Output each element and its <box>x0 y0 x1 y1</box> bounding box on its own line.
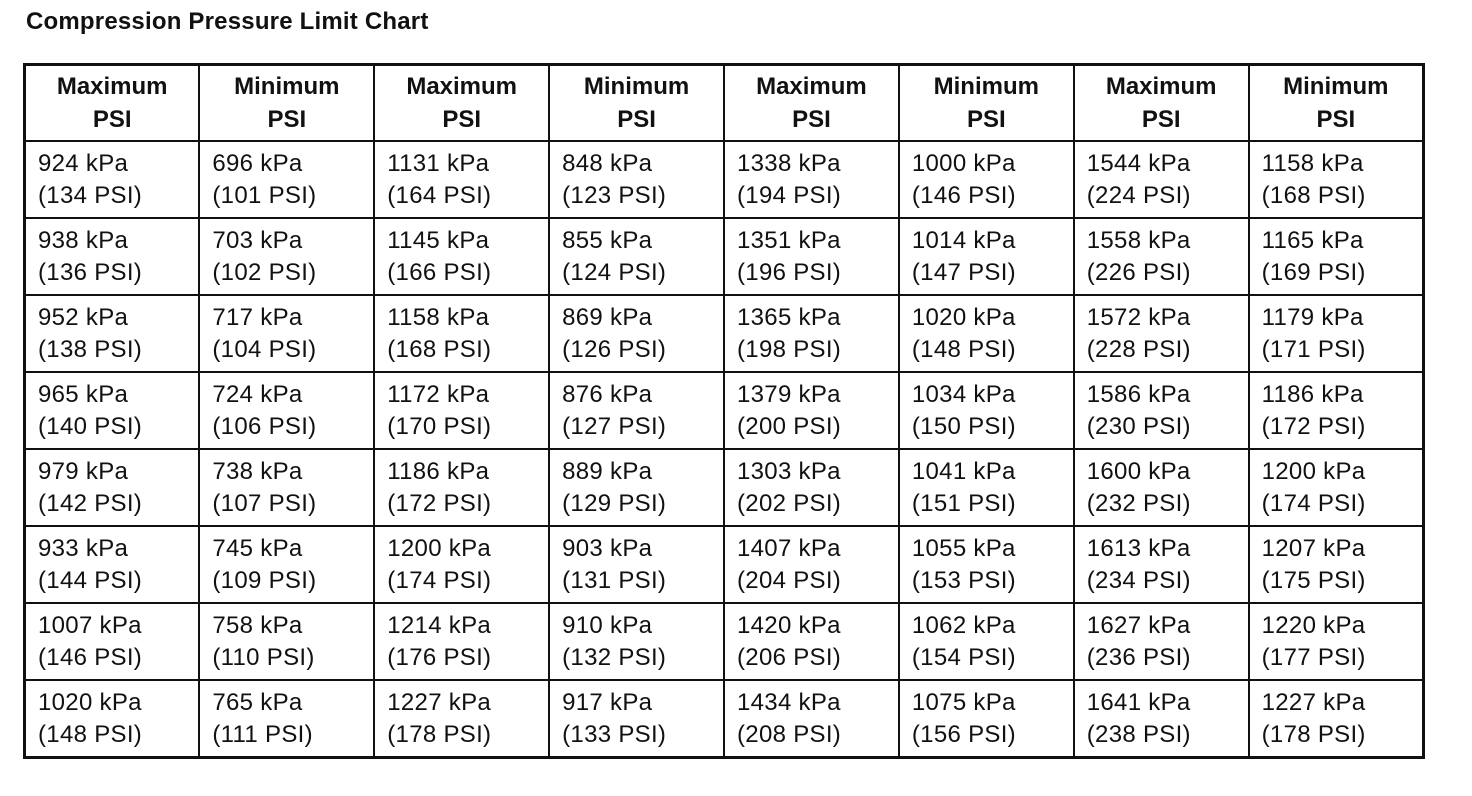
psi-value: (166 PSI) <box>387 258 492 286</box>
kpa-value: 876 kPa <box>562 380 653 408</box>
psi-value: (226 PSI) <box>1086 258 1191 286</box>
kpa-value: 1379 kPa <box>737 380 841 408</box>
kpa-value: 724 kPa <box>212 380 303 408</box>
column-header-line2: PSI <box>442 106 482 133</box>
table-row <box>25 603 1424 680</box>
psi-value: (101 PSI) <box>212 181 317 209</box>
table-cell <box>1074 372 1249 449</box>
column-header-min-3 <box>899 65 1074 142</box>
kpa-value: 1641 kPa <box>1086 688 1191 716</box>
kpa-value: 1186 kPa <box>1261 380 1364 408</box>
table-cell <box>1249 295 1424 372</box>
psi-value: (238 PSI) <box>1086 720 1191 748</box>
kpa-value: 855 kPa <box>562 226 653 254</box>
table-cell <box>549 449 724 526</box>
header-row <box>25 65 1424 142</box>
table-cell <box>374 372 549 449</box>
column-header-line1: Minimum <box>234 73 340 100</box>
psi-value: (200 PSI) <box>737 412 842 440</box>
column-header-line2: PSI <box>617 106 656 133</box>
kpa-value: 1145 kPa <box>387 226 490 254</box>
table-cell <box>25 372 200 449</box>
column-header-line2: PSI <box>267 106 307 133</box>
table-cell <box>1249 526 1424 603</box>
psi-value: (104 PSI) <box>212 335 317 363</box>
table-cell <box>549 141 724 218</box>
table-cell <box>724 680 899 758</box>
table-row <box>25 526 1424 603</box>
psi-value: (228 PSI) <box>1086 335 1191 363</box>
kpa-value: 1600 kPa <box>1086 457 1191 485</box>
table-cell <box>724 218 899 295</box>
kpa-value: 1000 kPa <box>911 149 1016 177</box>
psi-value: (194 PSI) <box>737 181 842 209</box>
table-cell <box>25 218 200 295</box>
column-header-line1: Maximum <box>406 73 518 100</box>
psi-value: (110 PSI) <box>212 643 315 671</box>
kpa-value: 869 kPa <box>562 303 653 331</box>
kpa-value: 952 kPa <box>38 303 129 331</box>
kpa-value: 1075 kPa <box>911 688 1016 716</box>
kpa-value: 903 kPa <box>562 534 653 562</box>
table-cell <box>374 680 549 758</box>
table-cell <box>899 295 1074 372</box>
table-cell <box>1249 372 1424 449</box>
table-cell <box>199 449 374 526</box>
table-row <box>25 218 1424 295</box>
kpa-value: 1227 kPa <box>387 688 492 716</box>
column-header-max-3 <box>724 65 899 142</box>
kpa-value: 1407 kPa <box>737 534 841 562</box>
table-cell <box>199 295 374 372</box>
psi-value: (132 PSI) <box>562 643 667 671</box>
psi-value: (168 PSI) <box>1261 181 1366 209</box>
table-cell <box>1074 526 1249 603</box>
kpa-value: 965 kPa <box>38 380 129 408</box>
table-cell <box>724 372 899 449</box>
table-cell <box>199 603 374 680</box>
table-cell <box>899 603 1074 680</box>
table-cell <box>25 141 200 218</box>
psi-value: (136 PSI) <box>38 258 143 286</box>
kpa-value: 1158 kPa <box>387 303 490 331</box>
psi-value: (106 PSI) <box>212 412 317 440</box>
table-cell <box>1249 449 1424 526</box>
psi-value: (146 PSI) <box>38 643 143 671</box>
psi-value: (144 PSI) <box>38 566 143 594</box>
kpa-value: 1586 kPa <box>1086 380 1191 408</box>
kpa-value: 745 kPa <box>212 534 303 562</box>
psi-value: (131 PSI) <box>562 566 667 594</box>
table-cell <box>549 680 724 758</box>
kpa-value: 848 kPa <box>562 149 653 177</box>
table-cell <box>549 372 724 449</box>
psi-value: (204 PSI) <box>737 566 842 594</box>
kpa-value: 1200 kPa <box>1261 457 1366 485</box>
psi-value: (175 PSI) <box>1261 566 1366 594</box>
psi-value: (174 PSI) <box>1261 489 1366 517</box>
table-cell <box>199 141 374 218</box>
column-header-max-1 <box>25 65 200 142</box>
psi-value: (164 PSI) <box>387 181 492 209</box>
kpa-value: 1351 kPa <box>737 226 841 254</box>
kpa-value: 758 kPa <box>212 611 303 639</box>
kpa-value: 1303 kPa <box>737 457 841 485</box>
kpa-value: 1220 kPa <box>1261 611 1366 639</box>
psi-value: (174 PSI) <box>387 566 492 594</box>
table-cell <box>724 141 899 218</box>
kpa-value: 938 kPa <box>38 226 129 254</box>
table-cell <box>374 218 549 295</box>
psi-value: (202 PSI) <box>737 489 842 517</box>
table-cell <box>25 526 200 603</box>
psi-value: (206 PSI) <box>737 643 842 671</box>
compression-pressure-table <box>23 63 1425 759</box>
psi-value: (176 PSI) <box>387 643 492 671</box>
table-cell <box>724 295 899 372</box>
psi-value: (172 PSI) <box>387 489 492 517</box>
psi-value: (127 PSI) <box>562 412 667 440</box>
table-cell <box>549 526 724 603</box>
psi-value: (146 PSI) <box>911 181 1016 209</box>
psi-value: (170 PSI) <box>387 412 492 440</box>
column-header-min-1 <box>199 65 374 142</box>
psi-value: (172 PSI) <box>1261 412 1366 440</box>
table-cell <box>549 603 724 680</box>
psi-value: (232 PSI) <box>1086 489 1191 517</box>
psi-value: (148 PSI) <box>911 335 1016 363</box>
column-header-line1: Maximum <box>56 73 168 100</box>
table-cell <box>374 295 549 372</box>
column-header-line1: Maximum <box>756 73 867 100</box>
psi-value: (123 PSI) <box>562 181 667 209</box>
kpa-value: 1055 kPa <box>911 534 1016 562</box>
table-cell <box>25 680 200 758</box>
kpa-value: 765 kPa <box>212 688 303 716</box>
table-row <box>25 295 1424 372</box>
psi-value: (134 PSI) <box>38 181 143 209</box>
page-title: Compression Pressure Limit Chart <box>26 8 429 35</box>
table-cell <box>899 372 1074 449</box>
kpa-value: 1041 kPa <box>911 457 1016 485</box>
table-cell <box>1074 295 1249 372</box>
kpa-value: 1007 kPa <box>38 611 142 639</box>
table-cell <box>1249 141 1424 218</box>
kpa-value: 696 kPa <box>212 149 303 177</box>
table-cell <box>374 141 549 218</box>
psi-value: (230 PSI) <box>1086 412 1191 440</box>
psi-value: (107 PSI) <box>212 489 317 517</box>
table-cell <box>899 449 1074 526</box>
kpa-value: 738 kPa <box>212 457 303 485</box>
table-cell <box>1074 218 1249 295</box>
kpa-value: 1544 kPa <box>1086 149 1191 177</box>
table-cell <box>1074 680 1249 758</box>
kpa-value: 1020 kPa <box>911 303 1016 331</box>
table-row <box>25 449 1424 526</box>
psi-value: (111 PSI) <box>212 720 313 748</box>
kpa-value: 1200 kPa <box>387 534 492 562</box>
column-header-line1: Minimum <box>583 73 690 100</box>
column-header-line2: PSI <box>92 106 132 133</box>
table-body <box>25 141 1424 758</box>
psi-value: (129 PSI) <box>562 489 667 517</box>
table-cell <box>1074 449 1249 526</box>
column-header-line2: PSI <box>792 106 831 133</box>
psi-value: (124 PSI) <box>562 258 667 286</box>
kpa-value: 1186 kPa <box>387 457 490 485</box>
psi-value: (178 PSI) <box>1261 720 1366 748</box>
kpa-value: 1227 kPa <box>1261 688 1366 716</box>
kpa-value: 1627 kPa <box>1086 611 1191 639</box>
kpa-value: 889 kPa <box>562 457 653 485</box>
table-cell <box>199 680 374 758</box>
table-cell <box>199 372 374 449</box>
psi-value: (169 PSI) <box>1261 258 1366 286</box>
psi-value: (138 PSI) <box>38 335 143 363</box>
psi-value: (109 PSI) <box>212 566 317 594</box>
kpa-value: 717 kPa <box>212 303 303 331</box>
table-cell <box>374 526 549 603</box>
column-header-line2: PSI <box>966 106 1006 133</box>
kpa-value: 910 kPa <box>562 611 653 639</box>
kpa-value: 1172 kPa <box>387 380 490 408</box>
psi-value: (126 PSI) <box>562 335 667 363</box>
table-cell <box>374 449 549 526</box>
kpa-value: 1572 kPa <box>1086 303 1191 331</box>
column-header-line1: Maximum <box>1105 73 1217 100</box>
psi-value: (142 PSI) <box>38 489 143 517</box>
psi-value: (196 PSI) <box>737 258 842 286</box>
kpa-value: 979 kPa <box>38 457 129 485</box>
column-header-max-2 <box>374 65 549 142</box>
table-cell <box>1074 141 1249 218</box>
kpa-value: 1420 kPa <box>737 611 841 639</box>
psi-value: (171 PSI) <box>1261 335 1366 363</box>
table-cell <box>1249 218 1424 295</box>
table-cell <box>1074 603 1249 680</box>
table-cell <box>199 218 374 295</box>
table-header <box>25 65 1424 142</box>
kpa-value: 703 kPa <box>212 226 303 254</box>
table-cell <box>549 295 724 372</box>
psi-value: (156 PSI) <box>911 720 1016 748</box>
table-row <box>25 372 1424 449</box>
table-cell <box>25 295 200 372</box>
table-cell <box>549 218 724 295</box>
psi-value: (147 PSI) <box>911 258 1016 286</box>
column-header-min-2 <box>549 65 724 142</box>
kpa-value: 1207 kPa <box>1261 534 1366 562</box>
psi-value: (224 PSI) <box>1086 181 1191 209</box>
kpa-value: 933 kPa <box>38 534 129 562</box>
table-cell <box>899 141 1074 218</box>
kpa-value: 1034 kPa <box>911 380 1016 408</box>
psi-value: (153 PSI) <box>911 566 1016 594</box>
psi-value: (150 PSI) <box>911 412 1016 440</box>
psi-value: (168 PSI) <box>387 335 492 363</box>
table-cell <box>199 526 374 603</box>
psi-value: (102 PSI) <box>212 258 317 286</box>
kpa-value: 1165 kPa <box>1261 226 1364 254</box>
table-cell <box>899 680 1074 758</box>
table-cell <box>899 526 1074 603</box>
kpa-value: 1338 kPa <box>737 149 841 177</box>
kpa-value: 1214 kPa <box>387 611 492 639</box>
table-cell <box>724 603 899 680</box>
psi-value: (177 PSI) <box>1261 643 1366 671</box>
kpa-value: 1020 kPa <box>38 688 142 716</box>
column-header-max-4 <box>1074 65 1249 142</box>
table-cell <box>724 449 899 526</box>
kpa-value: 1014 kPa <box>911 226 1016 254</box>
psi-value: (198 PSI) <box>737 335 842 363</box>
table-cell <box>1249 603 1424 680</box>
psi-value: (151 PSI) <box>911 489 1016 517</box>
psi-value: (140 PSI) <box>38 412 143 440</box>
kpa-value: 1365 kPa <box>737 303 841 331</box>
table-row <box>25 141 1424 218</box>
psi-value: (133 PSI) <box>562 720 667 748</box>
column-header-min-4 <box>1249 65 1424 142</box>
kpa-value: 1434 kPa <box>737 688 841 716</box>
column-header-line2: PSI <box>1316 106 1356 133</box>
table-cell <box>899 218 1074 295</box>
column-header-line1: Minimum <box>1283 73 1389 100</box>
kpa-value: 1062 kPa <box>911 611 1016 639</box>
psi-value: (208 PSI) <box>737 720 842 748</box>
kpa-value: 917 kPa <box>562 688 653 716</box>
table-row <box>25 680 1424 758</box>
psi-value: (154 PSI) <box>911 643 1016 671</box>
kpa-value: 1158 kPa <box>1261 149 1364 177</box>
kpa-value: 924 kPa <box>38 149 129 177</box>
kpa-value: 1179 kPa <box>1261 303 1364 331</box>
kpa-value: 1558 kPa <box>1086 226 1191 254</box>
column-header-line2: PSI <box>1141 106 1181 133</box>
table-cell <box>724 526 899 603</box>
psi-value: (178 PSI) <box>387 720 492 748</box>
kpa-value: 1131 kPa <box>387 149 490 177</box>
psi-value: (148 PSI) <box>38 720 143 748</box>
table-cell <box>25 603 200 680</box>
column-header-line1: Minimum <box>933 73 1039 100</box>
kpa-value: 1613 kPa <box>1086 534 1191 562</box>
table-cell <box>1249 680 1424 758</box>
table-cell <box>25 449 200 526</box>
psi-value: (234 PSI) <box>1086 566 1191 594</box>
table-cell <box>374 603 549 680</box>
psi-value: (236 PSI) <box>1086 643 1191 671</box>
